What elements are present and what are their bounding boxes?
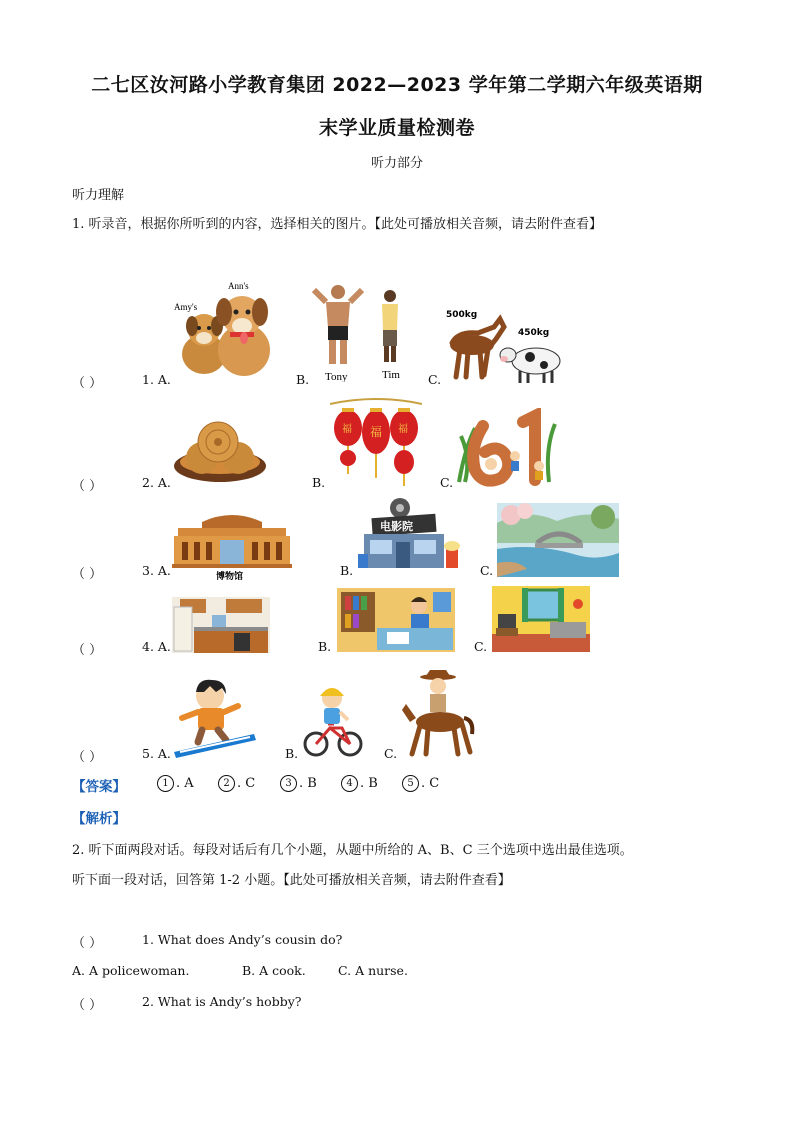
horse-weight: 500kg [446,310,478,320]
answer-label: 【答案】 [72,779,126,795]
answer-3: 3 . B [280,775,317,792]
cyclist-picture [302,682,364,758]
mooncake-picture [172,414,268,488]
option-c-label: C. [474,639,488,654]
option-a-label: 2. A. [142,475,171,490]
museum-label: 博物馆 [216,572,244,580]
tony-label: Tony [325,371,348,382]
park-picture [497,503,619,577]
option-a-label: 1. A. [142,372,171,387]
option-b-label: B. [285,746,299,761]
q1-instruction: 1. 听录音，根据你所听到的内容，选择相关的图片。【此处可播放相关音频，请去附件查看】 [72,217,603,232]
dog-label-amys: Amy's [174,302,198,312]
q2-option-b: B. A cook. [242,963,306,978]
option-b-label: B. [296,372,310,387]
answer-1: 1 . A [157,775,194,792]
answer-5: 5 . C [402,775,439,792]
living-room-picture [492,586,590,652]
option-b-label: B. [312,475,326,490]
horse-rider-picture [400,668,476,758]
cinema-label: 电影院 [380,520,413,533]
tim-label: Tim [382,369,400,381]
lantern-character: 福 [398,424,408,435]
answer-blank[interactable]: （ ） [72,998,103,1013]
q2-option-c: C. A nurse. [338,963,408,978]
cow-weight: 450kg [518,328,550,338]
tony-tim-picture [308,282,418,382]
kitchen-picture [172,597,270,653]
lantern-character: 福 [342,424,352,435]
title-line-2: 末学业质量检测卷 [318,117,475,139]
option-a-label: 3. A. [142,563,171,578]
answer-blank[interactable]: （ ） [72,936,103,951]
q2-instruction: 2. 听下面两段对话。每段对话后有几个小题，从题中所给的 A、B、C 三个选项中选出最佳选项。 [72,843,633,858]
cinema-picture [358,494,464,574]
q2-sub-instruction: 听下面一段对话，回答第 1-2 小题。【此处可播放相关音频，请去附件查看】 [72,873,511,888]
subsection-heading: 听力理解 [72,188,125,203]
option-c-label: C. [428,372,442,387]
answer-blank[interactable]: （ ） [72,479,103,494]
analysis-label: 【解析】 [72,811,126,827]
childrens-day-picture [455,408,559,488]
study-room-picture [337,588,455,652]
option-c-label: C. [384,746,398,761]
option-a-label: 4. A. [142,639,171,654]
option-c-label: C. [480,563,494,578]
answer-blank[interactable]: （ ） [72,643,103,658]
horse-cow-picture [444,305,569,387]
answer-blank[interactable]: （ ） [72,376,103,391]
q2-item-2-text: 2. What is Andy’s hobby? [142,994,302,1009]
museum-picture [172,508,292,580]
answer-4: 4 . B [341,775,378,792]
dogs-picture [170,278,280,384]
lanterns-picture [330,398,422,490]
answer-blank[interactable]: （ ） [72,750,103,765]
q2-item-1-text: 1. What does Andy’s cousin do? [142,932,343,947]
title-line-1: 二七区汝河路小学教育集团 2022—2023 学年第二学期六年级英语期 [91,74,703,96]
answer-2: 2 . C [218,775,255,792]
option-b-label: B. [340,563,354,578]
snowboarder-picture [170,676,260,760]
answer-blank[interactable]: （ ） [72,567,103,582]
dog-label-anns: Ann's [228,281,249,291]
lantern-character: 福 [370,425,383,439]
option-c-label: C. [440,475,454,490]
option-b-label: B. [318,639,332,654]
q2-option-a: A. A policewoman. [72,963,190,978]
section-heading: 听力部分 [370,156,423,171]
option-a-label: 5. A. [142,746,171,761]
